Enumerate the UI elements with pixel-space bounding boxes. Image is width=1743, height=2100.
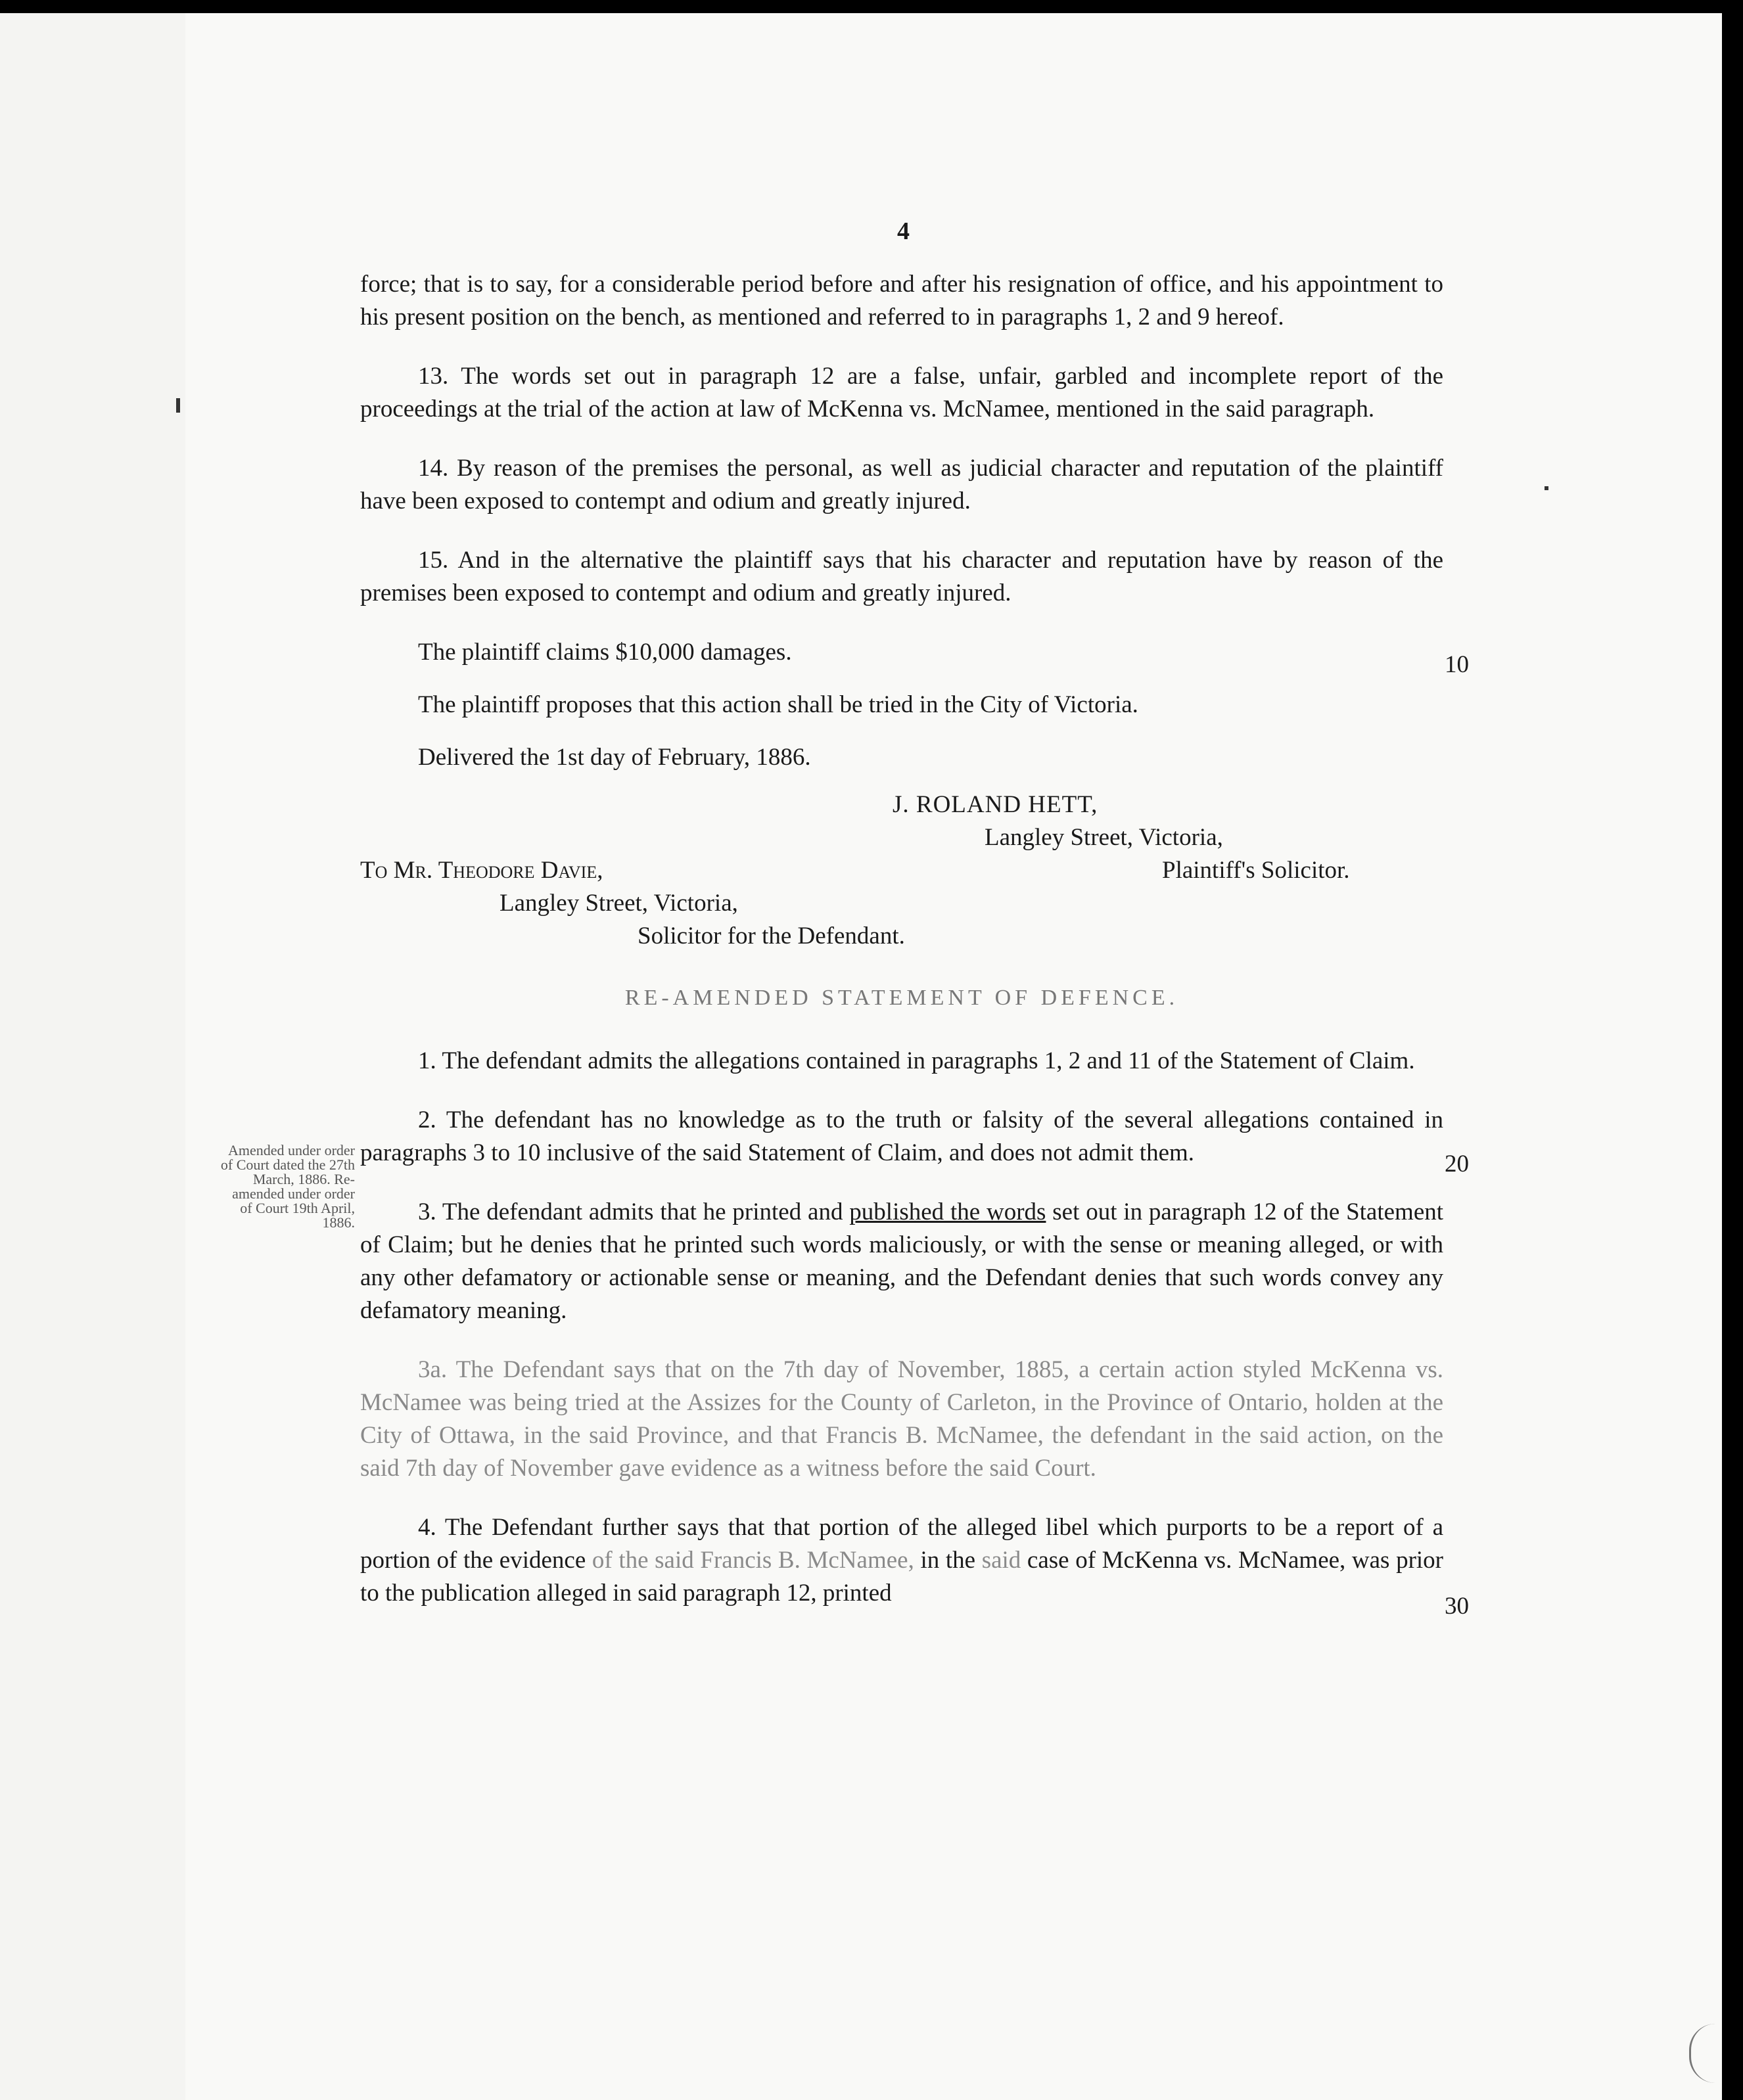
defence-4-end: case of McKenna vs. McNamee, was prior to the publication alleged in said paragraph 12, printed: [360, 1547, 1443, 1607]
line-number-10: 10: [1445, 651, 1469, 678]
paragraph-13: 13. The words set out in paragraph 12 are a false, unfair, garbled and incomplete report of the proceedings at the trial of the action at law of McKenna vs. McNamee, mentioned in the said paragraph.: [360, 363, 1443, 422]
signature-role: Plaintiff's Solicitor.: [1162, 857, 1350, 884]
paragraph-15: 15. And in the alternative the plaintiff says that his character and reputation have by reason of the premises been exposed to contempt and odium and greatly injured.: [360, 547, 1443, 606]
signature-address: Langley Street, Victoria,: [985, 824, 1223, 851]
scan-mark: [1545, 486, 1548, 490]
defence-paragraph-3a: 3a. The Defendant says that on the 7th day of November, 1885, a certain action styled McKenna vs. McNamee was being tried at the Assizes for the County of Carleton, in the Province of Ontario, holden at the City of Ottawa, in the said Province, and that Francis B. McNamee, the defendant in the said action, on the said 7th day of November gave evidence as a witness before the said Court.: [360, 1356, 1443, 1482]
line-number-20: 20: [1445, 1151, 1469, 1177]
paragraph-14: 14. By reason of the premises the personal, as well as judicial character and reputation of the plaintiff have been exposed to contempt and odium and greatly injured.: [360, 455, 1443, 514]
trial-venue: The plaintiff proposes that this action shall be tried in the City of Victoria.: [418, 691, 1138, 718]
delivery-date: Delivered the 1st day of February, 1886.: [418, 744, 811, 771]
recipient-role: Solicitor for the Defendant.: [638, 923, 905, 949]
defence-4-start: 4. The Defendant further says that that portion of the alleged libel which purports to be a report of a portion of the evidence: [360, 1514, 1443, 1574]
defence-paragraph-3: [360, 1196, 1443, 1327]
defence-4-faint-2: said: [981, 1547, 1021, 1574]
section-heading: RE-AMENDED STATEMENT OF DEFENCE.: [624, 986, 1179, 1010]
defence-paragraph-1: 1. The defendant admits the allegations contained in paragraphs 1, 2 and 11 of the Statement of Claim.: [418, 1047, 1415, 1074]
defence-3-rest: set out in paragraph 12 of the Statement of Claim; but he denies that he printed such words maliciously, or with the sense or meaning alleged, or with any other defamatory or actionable sense or meaning, and the Defendant denies that such words convey any defamatory meaning.: [360, 1198, 1444, 1324]
defence-4-faint: of the said Francis B. McNamee,: [592, 1547, 914, 1574]
damages-claim: The plaintiff claims $10,000 damages.: [418, 639, 792, 666]
binding-margin: [0, 13, 188, 2100]
signature-name: J. ROLAND HETT,: [893, 791, 1098, 818]
line-number-30: 30: [1445, 1593, 1469, 1620]
defence-3-underlined: published the words: [849, 1198, 1046, 1225]
scan-mark: [176, 398, 180, 413]
defence-3-start: 3. The defendant admits that he printed and: [418, 1198, 843, 1225]
defence-4-mid: in the: [920, 1547, 976, 1574]
recipient-name: To Mr. Theodore Davie,: [360, 857, 603, 884]
recipient-address: Langley Street, Victoria,: [500, 890, 738, 917]
defence-paragraph-2: 2. The defendant has no knowledge as to the truth or falsity of the several allegations contained in paragraphs 3 to 10 inclusive of the said Statement of Claim, and does not admit them.: [360, 1107, 1443, 1166]
page-number: 4: [897, 217, 910, 245]
margin-note: Amended under order of Court dated the 27th March, 1886. Re-amended under order of Court 19th April, 1886.: [220, 1142, 355, 1231]
document-body: [360, 268, 1443, 1610]
recipient-row: [360, 854, 1443, 887]
defence-paragraph-4: [360, 1511, 1443, 1610]
paragraph-continuation: force; that is to say, for a considerable period before and after his resignation of office, and his appointment to his present position on the bench, as mentioned and referred to in paragraphs 1, 2 and 9 hereof.: [360, 271, 1443, 331]
